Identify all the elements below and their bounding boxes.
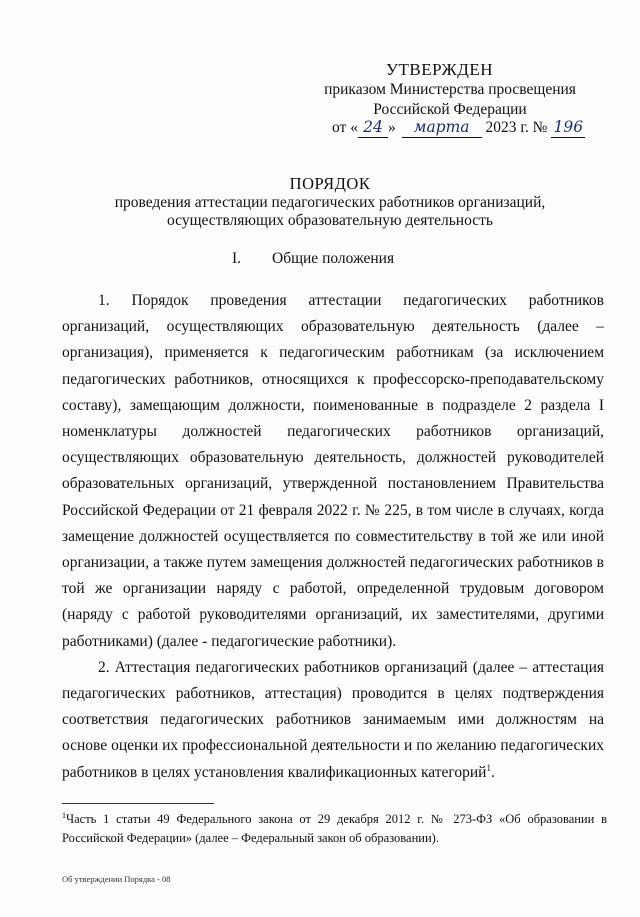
footnote [62, 810, 607, 848]
footnote-mark: 1 [62, 810, 66, 820]
order-number: 196 [551, 117, 585, 138]
order-month: марта [402, 117, 482, 138]
section-title: Общие положения [272, 250, 395, 267]
order-date-number [332, 117, 585, 138]
document-subtitle-line-2: осуществляющих образовательную деятельность [167, 212, 493, 229]
footnote-text: Часть 1 статьи 49 Федерального закона от 29 декабря 2012 г. № 273-ФЗ «Об образовании в Российской Федерации» (далее – Федеральный закон об образовании). [62, 812, 607, 845]
order-year: 2023 г. № [485, 119, 548, 136]
section-numeral: I. [232, 250, 242, 267]
footnote-ref[interactable]: 1 [486, 762, 491, 773]
approved-title: УТВЕРЖДЕН [386, 60, 493, 79]
paragraph-1: 1. Порядок проведения аттестации педагогических работников организаций, осуществляющих образовательную деятельность (далее – организация), применяется к педагогическим работникам (за исключением педагогических работников, относящихся к профессорско-преподавательскому составу), замещающим должности, поименованные в подразделе 2 раздела I номенклатуры должностей педагогических работников организаций, осуществляющих образовательную деятельность, должностей руководителей образовательных организаций, утвержденной постановлением Правительства Российской Федерации от 21 февраля 2022 г. № 225, в том числе в случаях, когда замещение должностей осуществляется по совместительству в той же или иной организации, а также путем замещения должностей педагогических работников в той же организации наряду с работой, определенной трудовым договором (наряду с работой руководителями организаций, их заместителями, другими работниками) (далее - педагогические работники). [62, 292, 604, 650]
page-footer: Об утверждении Порядка - 08 [62, 874, 171, 884]
paragraph-2 [62, 655, 604, 786]
order-day: 24 [358, 117, 388, 138]
paragraph-2-end: . [490, 763, 495, 781]
order-from-mid: » [387, 119, 396, 136]
order-from-prefix: от « [332, 119, 358, 136]
section-heading [232, 250, 394, 268]
document-title: ПОРЯДОК [289, 174, 371, 193]
paragraph-2-text: 2. Аттестация педагогических работников организаций (далее – аттестация педагогических работников, аттестация) проводится в целях подтверждения соответствия педагогических работников занимаемым ими должностям на основе оценки их профессиональной деятельности и по желанию педагогических работников в целях установления квалификационных категорий [62, 658, 604, 781]
document-subtitle-line-1: проведения аттестации педагогических работников организаций, [114, 194, 546, 211]
approval-line-2: Российской Федерации [373, 101, 527, 118]
approval-block [300, 60, 600, 120]
footnote-divider [62, 803, 214, 804]
approval-line-1: приказом Министерства просвещения [324, 81, 576, 98]
body-text [62, 288, 604, 786]
